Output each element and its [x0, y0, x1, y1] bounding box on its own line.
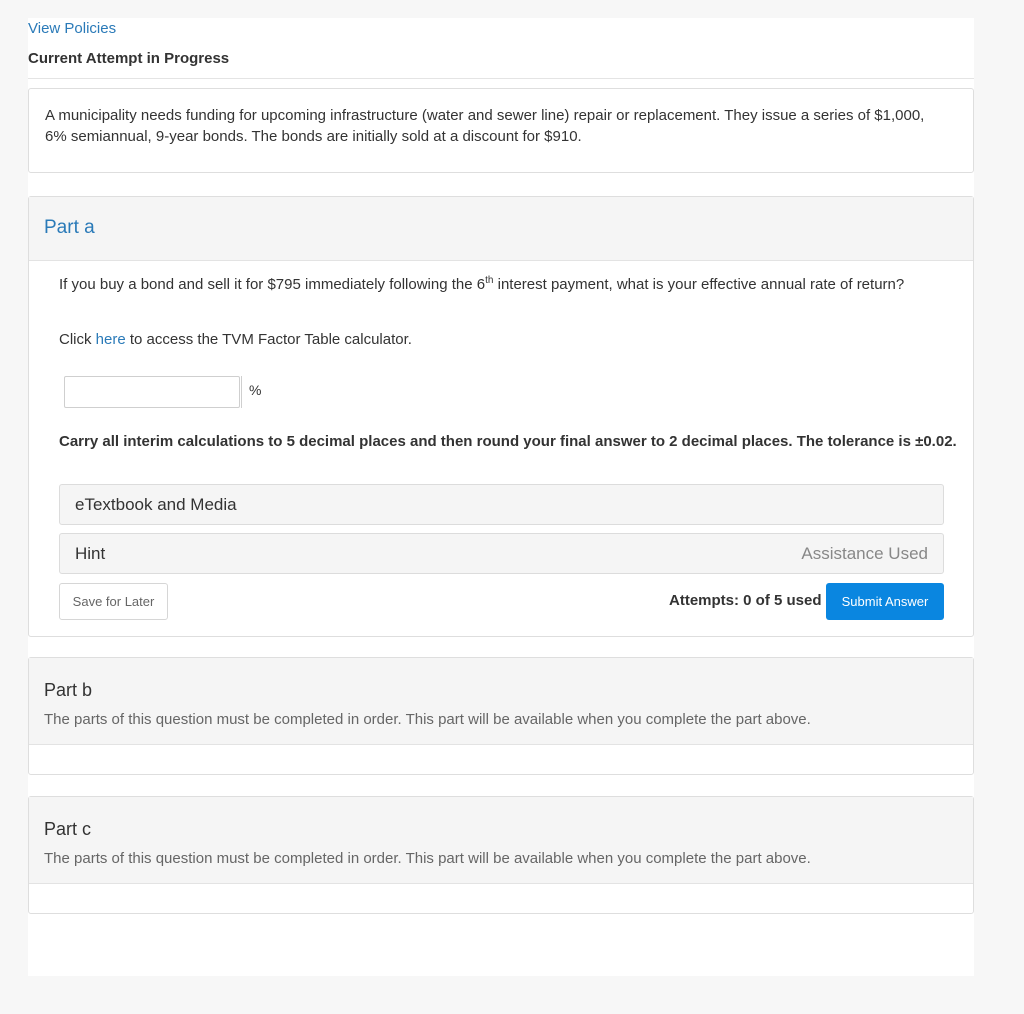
rounding-instruction: Carry all interim calculations to 5 decimal places and then round your final answer to 2 decimal places. The tolerance is ±0.02.: [59, 433, 957, 450]
percent-unit-label: %: [249, 382, 262, 398]
calculator-prefix: Click: [59, 331, 96, 348]
hint-toggle[interactable]: [59, 533, 944, 574]
intro-text-line-1: A municipality needs funding for upcoming infrastructure (water and sewer line) repair or replacement. They issue a series of $1,000,: [45, 107, 925, 124]
part-a-header[interactable]: [29, 197, 973, 261]
question-superscript: th: [485, 275, 494, 286]
part-b-title: Part b: [44, 680, 93, 700]
part-c-locked-message: The parts of this question must be completed in order. This part will be available when you complete the part above.: [44, 850, 811, 867]
attempts-counter: Attempts: 0 of 5 used: [669, 592, 822, 609]
etextbook-media-toggle[interactable]: [59, 484, 944, 525]
part-b-header: [29, 658, 973, 745]
view-policies-link[interactable]: View Policies: [28, 20, 117, 37]
part-b-locked-message: The parts of this question must be completed in order. This part will be available when you complete the part above.: [44, 711, 811, 728]
attempt-status-heading: Current Attempt in Progress: [28, 50, 230, 67]
hint-label: Hint: [75, 543, 106, 563]
part-c-title: Part c: [44, 819, 92, 839]
tvm-calculator-link[interactable]: here: [95, 331, 126, 348]
intro-text-line-2: 6% semiannual, 9-year bonds. The bonds are initially sold at a discount for $910.: [45, 128, 582, 145]
part-a-question: [59, 275, 904, 293]
question-text-end: interest payment, what is your effective annual rate of return?: [493, 276, 905, 293]
calculator-line: [59, 331, 412, 348]
part-b-panel: [28, 657, 974, 775]
part-c-header: [29, 797, 973, 884]
divider: [28, 78, 974, 79]
part-a-panel: [28, 196, 974, 637]
assistance-used-label: Assistance Used: [801, 543, 928, 563]
question-text-start: If you buy a bond and sell it for $795 immediately following the 6: [59, 276, 486, 293]
submit-answer-button[interactable]: Submit Answer: [826, 583, 944, 620]
answer-input[interactable]: [64, 376, 240, 408]
question-intro: [28, 88, 974, 173]
etextbook-media-label: eTextbook and Media: [75, 494, 237, 514]
calculator-suffix: to access the TVM Factor Table calculator.: [125, 331, 412, 348]
part-c-panel: [28, 796, 974, 914]
save-for-later-button[interactable]: Save for Later: [59, 583, 168, 620]
part-a-title[interactable]: Part a: [44, 217, 95, 238]
unit-divider: [241, 376, 242, 408]
